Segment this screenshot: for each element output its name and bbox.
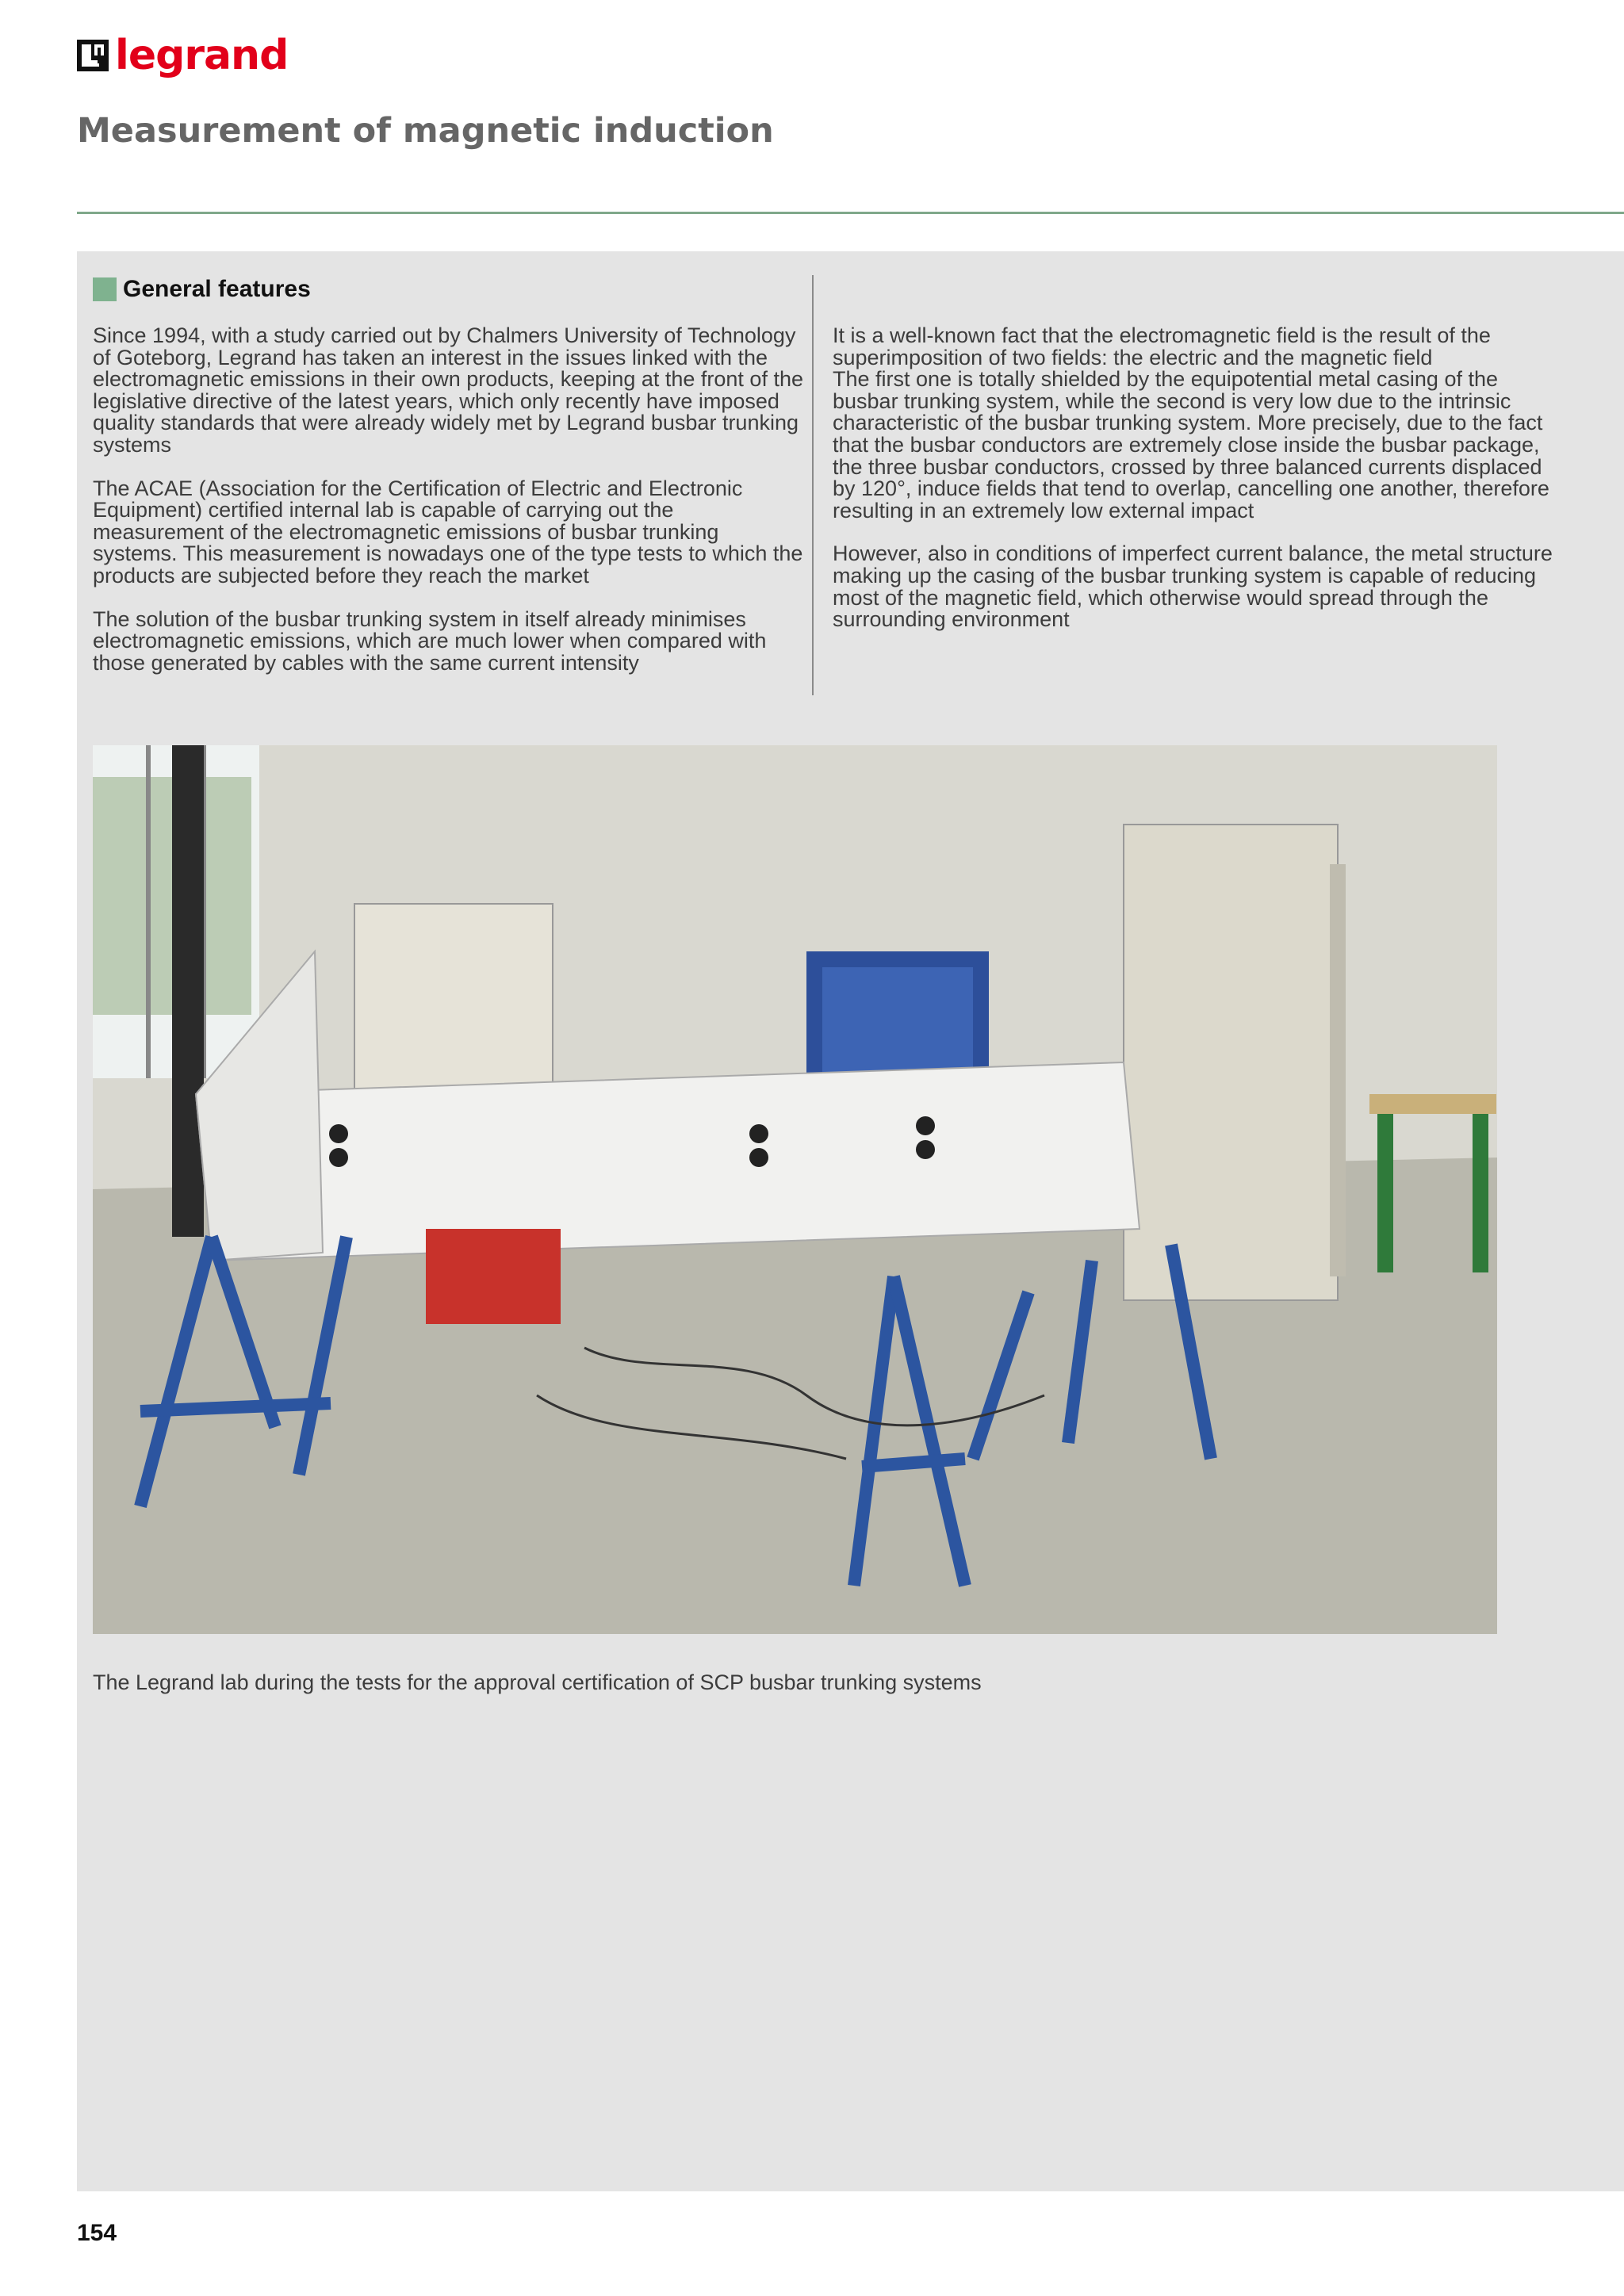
left-column [93,325,806,695]
photo-caption: The Legrand lab during the tests for the approval certification of SCP busbar trunking systems [93,1670,982,1694]
logo-wordmark: legrand [115,32,289,79]
lab-photo [93,745,1497,1634]
legrand-logo-icon [77,40,109,71]
lab-photo-illustration [93,745,1497,1634]
legrand-logo [77,32,288,79]
left-paragraph-2: The ACAE (Association for the Certification of Electric and Electronic Equipment) certified internal lab is capable of carrying out the measurement of the electromagnetic emissions of busbar trunking systems. This measurement is nowadays one of the type tests to which the products are subjected before they reach the market [93,476,803,587]
section-heading [93,275,311,304]
page-number: 154 [77,2220,117,2246]
section-heading-text: General features [123,276,311,302]
column-divider [812,275,814,695]
content-panel [77,251,1624,2191]
square-bullet-icon [93,277,117,301]
left-paragraph-1: Since 1994, with a study carried out by Chalmers University of Technology of Goteborg, Legrand has taken an interest in the issues linked with the electromagnetic emissions in their own products, keeping at the front of the legislative directive of the latest years, which only recently have imposed quality standards that were already widely met by Legrand busbar trunking systems [93,323,803,457]
page-title: Measurement of magnetic induction [77,111,774,151]
right-column [833,325,1562,652]
title-divider [77,212,1624,214]
left-paragraph-3: The solution of the busbar trunking system in itself already minimises electromagnetic emissions, which are much lower when compared with those generated by cables with the same current intensity [93,607,767,675]
right-paragraph-2: However, also in conditions of imperfect current balance, the metal structure making up the casing of the busbar trunking system is capable of reducing most of the magnetic field, which otherwise would spread through the surrounding environment [833,541,1553,632]
right-paragraph-1: It is a well-known fact that the electromagnetic field is the result of the superimposition of two fields: the electric and the magnetic field The first one is totally shielded by the equipotential metal casing of the busbar trunking system, while the second is very low due to the intrinsic characteristic of the busbar trunking system. More precisely, due to the fact that the busbar conductors are extremely close inside the busbar package, the three busbar conductors, crossed by three balanced currents displaced by 120°, induce fields that tend to overlap, cancelling one another, therefore resulting in an extremely low external impact [833,323,1549,522]
